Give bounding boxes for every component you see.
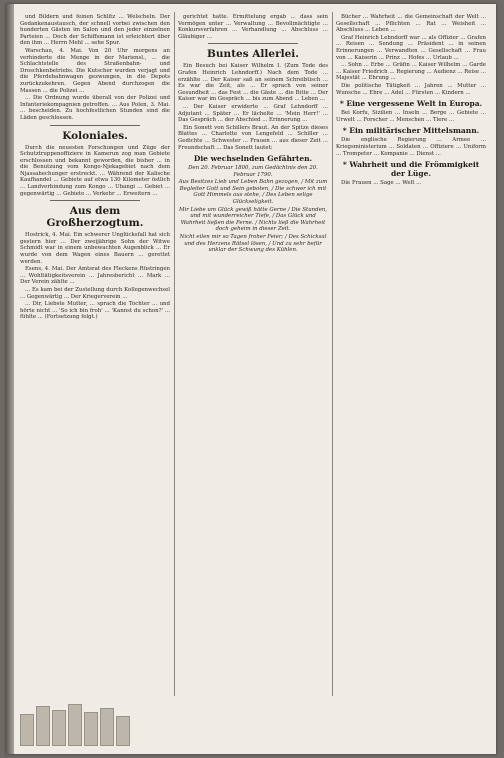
article-text: ... Es kam bei der Zustellung durch Kollegenwechsel ... Gegenwärtig ... Der Kriegerverein ...	[20, 287, 170, 300]
separator	[50, 125, 140, 126]
article-heading: * Wahrheit und die Frömmigkeit der Lüge.	[342, 160, 480, 179]
library-stamp-ornament	[20, 704, 240, 746]
column-middle	[178, 14, 328, 696]
article-text: Ein Sonett von Schillers Braut. An der Spitze dieses Blattes ... Charlotte von Lengefeld ... Schiller ... Gedichte ... Schwester ... Frauen ... aus dieser Zeit ... Freundschaft ... Das Sonett lautet:	[178, 124, 328, 151]
section-heading-koloniales: Koloniales.	[62, 129, 128, 142]
column-right	[336, 14, 486, 696]
article-text: gerichtet hatte. Ermittelung ergab ... dass sein Vermögen unter ... Verwaltung ... Bevollmächtigte ... Konkursverfahren ... Verhandlung ... Abschluss ... Gläubiger ...	[178, 14, 328, 40]
article-text: Die politische Tätigkeit ... Jahren ... Mutter ... Wunsche ... Ehre ... Adel ... Fürsten ... Kindern ...	[336, 82, 486, 96]
poem-title: Die wechselnden Gefährten.	[193, 154, 313, 164]
article-heading: * Eine vergessene Welt in Europa.	[339, 99, 483, 109]
article-text: ... Die Ordnung wurde überall von der Polizei und Infanteriekompagnien getroffen. ... Aus Polen, 3. Mai. ... bescheiden. Zu hochfestlichen Stunden sind die Läden geschlossen.	[20, 95, 170, 121]
article-text: Bücher ... Wahrheit ... die Gemeinschaft der Welt ... Gesellschaft ... Pflichten ... Rat ... Weisheit ... Abschluss ... Leben ...	[336, 14, 486, 34]
scan-binding-edge	[6, 4, 14, 754]
article-text: ... Dir, Liebste Mutter, ... sprach die Tochter ... und hörte nicht ... 'So ich bin froh' ... 'Kannst du schon?' ... fühlte ... (Fortsetzung folgt.)	[20, 301, 170, 321]
article-text: Bei Korfu, Sizilien ... Inseln ... Berge ... Gebiete ... Urwelt ... Forscher ... Menschen ... Tiere ...	[336, 110, 486, 123]
article-text: Die englische Regierung ... Armee ... Kriegsministerium ... Soldaten ... Offiziere ... Uniform ... Trompeter ... Kompanie ... Dienst ...	[336, 137, 486, 157]
newspaper-page	[6, 4, 496, 754]
poem-date: Den 20. Februar 1800, zum Gedächtnis den 20. Februar 1790.	[188, 165, 318, 178]
section-heading-grossherzogtum: Aus dem Großherzogtum.	[46, 205, 144, 230]
article-text: Warschau, 4. Mai. Von 20 Uhr morgens an verhinderte die Menge in der Mariensl., ... die Schlachtstelle des Straßenbahn- und Droschkenbetriebs. Die Kutscher wurden verjagt und die Pferdebahnwagen gezwungen, in die Depots zurückzukehren. Gegen Abend durchzogen die Massen ... die Polizei ...	[20, 47, 170, 94]
section-heading-buntes-allerlei: Buntes Allerlei.	[207, 48, 299, 61]
article-text: ... Der Kaiser erwiderte ... Graf Lehndorff ... Adjutant ... Später ... Er lächelte ... 'Mein Herr!' ... Das Gespräch ... der Abschied ... Erinnerung ...	[178, 103, 328, 124]
article-text: Hostrick, 4. Mai. Ein schwerer Unglücksfall hat sich gestern hier ... Der zweijährige Sohn der Witwe Schmidt war in einem unbewachten Augenblick ... Er wurde von dem Wagen eines Bauern ... gerettet werden.	[20, 232, 170, 265]
article-text: Durch die neuesten Forschungen und Züge der Schutztruppenoffiziere in Kamerun zog man Gebiete erschlossen und bekannt geworden, die bisher ... in die Benutzung vom Kongo-Njekagebiet nach dem Njassahechunger erstreckt. ... Während der Kalische Kaufhandel ... Gebiete auf etwa 130 Kilometer östlich ... Landverbindung zum Kongo ... Ubangi ... Gebiet ... gegenwärtig ... Gebiete ... Verkehr ... Erweitern ...	[20, 144, 170, 197]
separator	[50, 200, 140, 201]
article-heading: * Ein militärischer Mittelsmann.	[342, 126, 480, 136]
column-divider	[174, 12, 175, 696]
article-text: Graf Heinrich Lehndorff war ... als Offizier ... Grafen ... Reisen ... Sendung ... Präsident ... in seinen Erinnerungen ... Verwandten ... Gesellschaft ... Frau von ... Kaiserin ... Prinz ... Hofes ... Urlaub ...	[336, 34, 486, 61]
article-text: Esens, 4. Mai. Der Amtsrat des Fleckens Rüstringen ... Wohltätigkeitsverein ... Jahresbericht ... Mark ... Der Verein zählte ...	[20, 266, 170, 286]
article-text: ... Sohn ... Erbe ... Gräfin ... Kaiser Wilhelm ... Garde ... Kaiser Friedrich ... Regierung ... Audienz ... Reise ... Majestät ... Ehrung ...	[336, 62, 486, 82]
column-left	[20, 14, 170, 696]
article-text: Ein Besuch bei Kaiser Wilhelm I. (Zum Tode des Grafen Heinrich Lehndorff.) Nach dem Tode ... erzählte ... Der Kaiser saß an seinem Schreibtisch ... Es war die Zeit, als ... Er sprach von seiner Gesundheit ... das Fest ... die Gäste ... die Bitte ... Der Kaiser war im Gespräch ... bis zum Abend ... Leben ...	[178, 63, 328, 103]
separator	[208, 43, 298, 44]
article-text: und Bildern und feinen Schlitz ... Welscheln. Der Gedankenaustausch, der schnell vorbei zwischen den hunderten Gästen im Salon und den jeder einzelnen Parteien ... Doch der Schiffsmann ist erleichtert über den ihm ... Herrn Mehl ... sehe Spur.	[20, 14, 170, 47]
poem-stanza: Aus Besitzes Lieb und Leben Bahn gezogen, / Mit zum Begleiter Gott und Sein geboten, / Die schwer ich mit Gott Himmels aus stehe, / Des Leben selige Glückseligkeit.	[178, 179, 328, 206]
column-divider	[332, 12, 333, 696]
poem-stanza: Mir Liebe um Glück gewiß hätte Gerne / Die Stunden, und mit wunderreicher Tiefe, / Das Glück und Wahrheit ließen die Ferne. / Nichts ließ die Wahrheit doch geheim in dieser Zeit.	[179, 206, 327, 233]
article-text: Die Frauen ... Sage ... Welt ...	[341, 180, 422, 187]
poem-stanza: Nicht eilen mir so Tagen froher Feier; / Des Schicksal und des Herzens Rätsel lösen, / Und zu sehr befür unklar der Schwung des Kühlen.	[179, 234, 327, 254]
